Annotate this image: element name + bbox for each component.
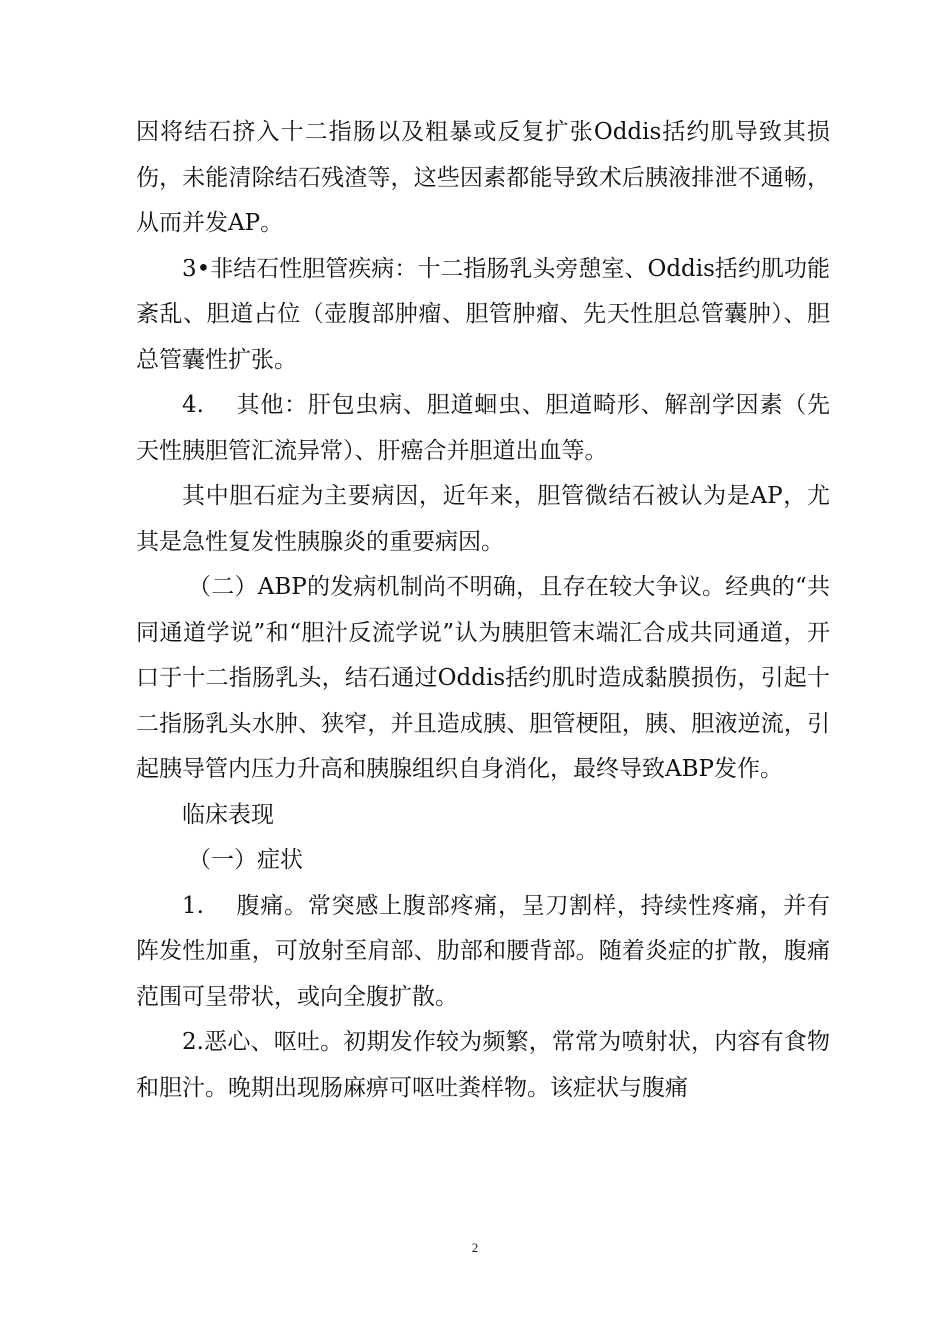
heading-symptoms: （一）症状 — [188, 847, 303, 873]
document-body — [136, 110, 830, 1111]
paragraph-abdominal-pain: 1. 腹痛。常突感上腹部疼痛，呈刀割样，持续性疼痛，并有阵发性加重，可放射至肩部、肋部和腰背部。随着炎症的扩散，腹痛范围可呈带状，或向全腹扩散。 — [136, 892, 830, 1010]
heading-clinical-manifestations: 临床表现 — [182, 801, 274, 828]
paragraph-pathogenesis: （二）ABP的发病机制尚不明确，且存在较大争议。经典的“共同通道学说”和“胆汁反流学说”认为胰胆管末端汇合成共同通道，开口于十二指肠乳头，结石通过Oddis括约肌时造成黏膜损伤，引起十二指肠乳头水肿、狭窄，并且造成胰、胆管梗阻，胰、胆液逆流，引起胰导管内压力升高和胰腺组织自身消化，最终导致ABP发作。 — [136, 574, 830, 782]
page-number: 2 — [471, 1240, 479, 1255]
paragraph-nausea-vomiting: 2.恶心、呕吐。初期发作较为频繁，常常为喷射状，内容有食物和胆汁。晚期出现肠麻痹可呕吐粪样物。该症状与腹痛 — [136, 1029, 830, 1101]
paragraph-other-causes: 4. 其他：肝包虫病、胆道蛔虫、胆道畸形、解剖学因素（先天性胰胆管汇流异常）、肝癌合并胆道出血等。 — [136, 392, 830, 464]
paragraph-main-cause: 其中胆石症为主要病因，近年来，胆管微结石被认为是AP，尤其是急性复发性胰腺炎的重要病因。 — [136, 483, 830, 555]
paragraph-continuation: 因将结石挤入十二指肠以及粗暴或反复扩张Oddis括约肌导致其损伤，未能清除结石残渣等，这些因素都能导致术后胰液排泄不通畅，从而并发AP。 — [136, 119, 830, 236]
paragraph-non-stone-biliary-disease: 3•非结石性胆管疾病：十二指肠乳头旁憩室、Oddis括约肌功能紊乱、胆道占位（壶腹部肿瘤、胆管肿瘤、先天性胆总管囊肿）、胆总管囊性扩张。 — [136, 255, 830, 373]
